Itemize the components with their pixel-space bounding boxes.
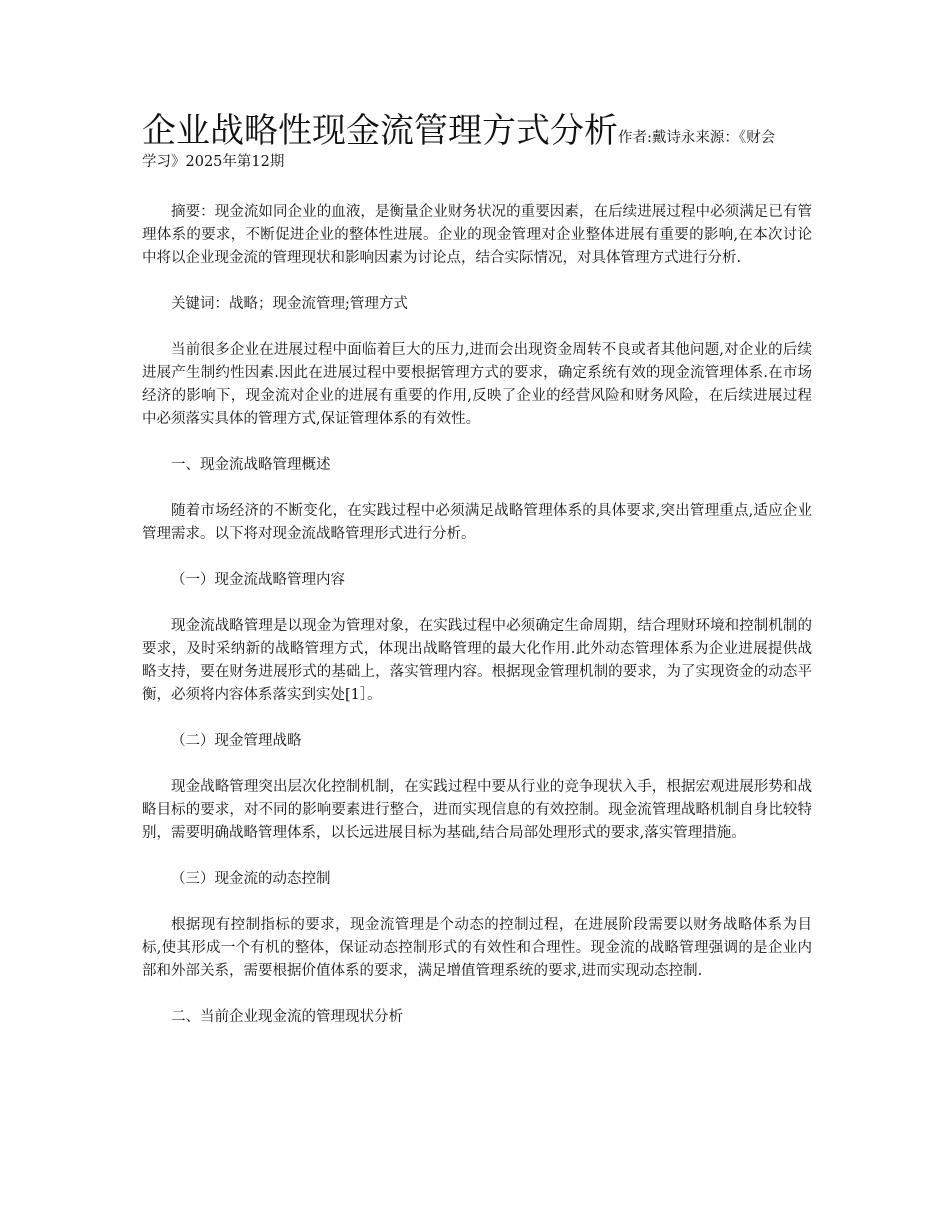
intro-paragraph: 当前很多企业在进展过程中面临着巨大的压力,进而会出现资金周转不良或者其他问题,对企业的后续进展产生制约性因素.因此在进展过程中要根据管理方式的要求，确定系统有效的现金流管理体系.在市场经济的影响下，现金流对企业的进展有重要的作用,反映了企业的经营风险和财务风险，在后续进展过程中必须落实具体的管理方式,保证管理体系的有效性。 <box>142 342 812 427</box>
body-paragraph: 现金战略管理突出层次化控制机制，在实践过程中要从行业的竞争现状入手，根据宏观进展形势和战略目标的要求，对不同的影响要素进行整合，进而实现信息的有效控制。现金流管理战略机制自身比较特别，需要明确战略管理体系，以长远进展目标为基础,结合局部处理形式的要求,落实管理措施。 <box>142 779 812 841</box>
subsection-heading-1-2: （二）现金管理战略 <box>171 733 302 749</box>
body-paragraph: 根据现有控制指标的要求，现金流管理是个动态的控制过程，在进展阶段需要以财务战略体系为目标,使其形成一个有机的整体，保证动态控制形式的有效性和合理性。现金流的战略管理强调的是企业内部和外部关系，需要根据价值体系的要求，满足增值管理系统的要求,进而实现动态控制. <box>142 917 812 979</box>
article <box>142 108 812 1029</box>
body-paragraph: 随着市场经济的不断变化，在实践过程中必须满足战略管理体系的具体要求,突出管理重点,适应企业管理需求。以下将对现金流战略管理形式进行分析。 <box>142 503 812 542</box>
subsection-heading-1-3: （三）现金流的动态控制 <box>171 871 331 887</box>
page-title: 企业战略性现金流管理方式分析 <box>142 111 618 151</box>
abstract-paragraph: 摘要：现金流如同企业的血液，是衡量企业财务状况的重要因素，在后续进展过程中必须满足已有管理体系的要求，不断促进企业的整体性进展。企业的现金管理对企业整体进展有重要的影响,在本次讨论中将以企业现金流的管理现状和影响因素为讨论点，结合实际情况，对具体管理方式进行分析. <box>142 204 812 266</box>
subsection-heading-1-1: （一）现金流战略管理内容 <box>171 572 345 588</box>
section-heading-1: 一、现金流战略管理概述 <box>171 457 331 473</box>
article-meta-continued: 学习》2025年第12期 <box>142 154 285 170</box>
keywords-paragraph: 关键词：战略；现金流管理;管理方式 <box>171 296 408 312</box>
article-meta: 作者:戴诗永来源：《财会 <box>618 130 776 146</box>
title-block <box>142 108 812 174</box>
section-heading-2: 二、当前企业现金流的管理现状分析 <box>171 1009 403 1025</box>
body-paragraph: 现金流战略管理是以现金为管理对象，在实践过程中必须确定生命周期，结合理财环境和控制机制的要求，及时采纳新的战略管理方式，体现出战略管理的最大化作用.此外动态管理体系为企业进展提供战略支持，要在财务进展形式的基础上，落实管理内容。根据现金管理机制的要求，为了实现资金的动态平衡，必须将内容体系落实到实处[1］。 <box>142 618 812 703</box>
